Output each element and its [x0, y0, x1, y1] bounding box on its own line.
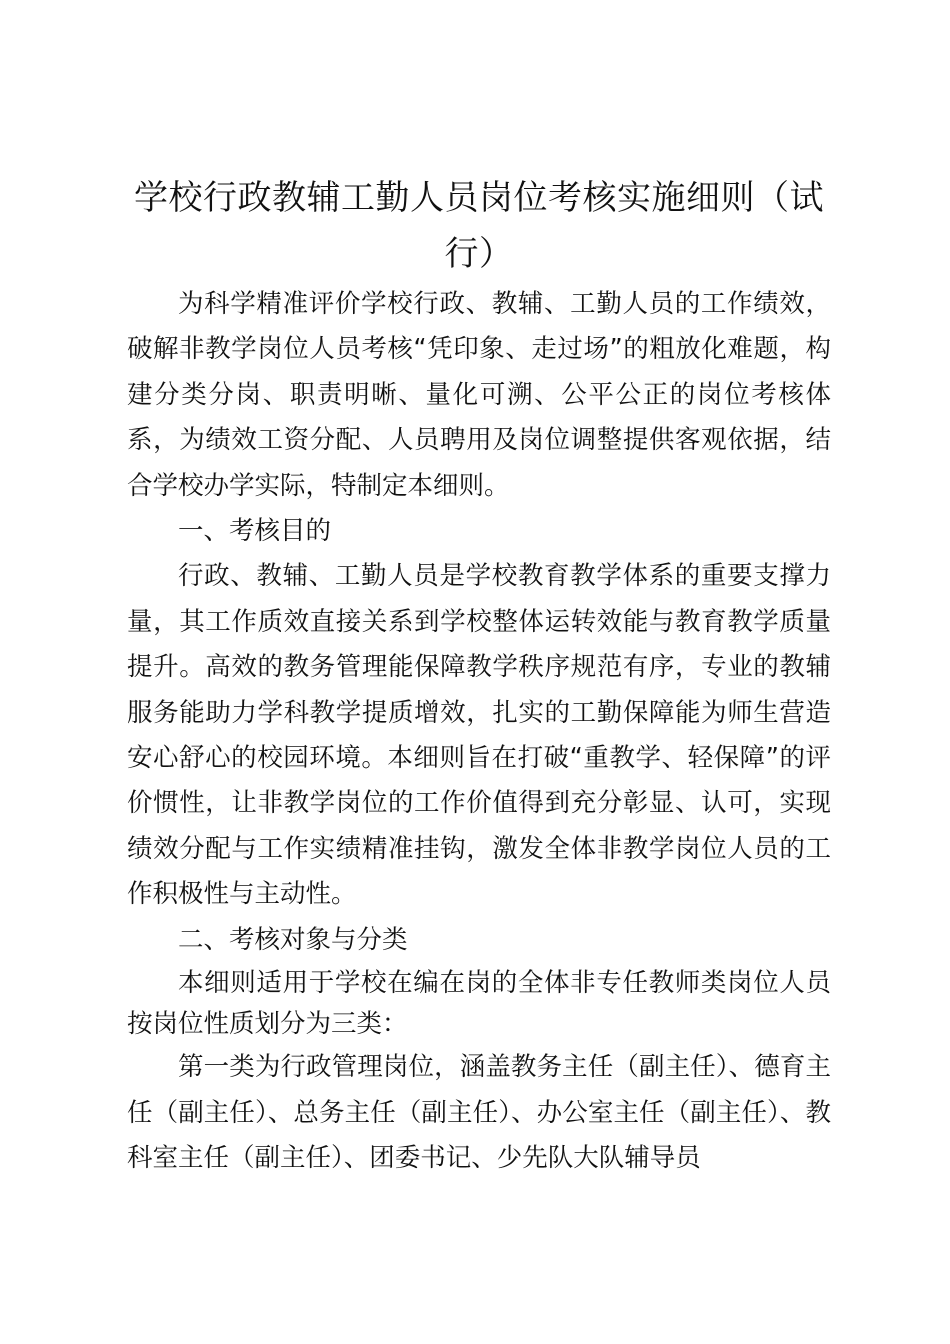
section-heading-scope: 二、考核对象与分类 [178, 924, 408, 955]
section-paragraph-category-one: 第一类为行政管理岗位，涵盖教务主任（副主任）、德育主任（副主任）、总务主任（副主任）、办公室主任（副主任）、教科室主任（副主任）、团委书记、少先队大队辅导员 [127, 1052, 831, 1173]
section-paragraph-scope: 本细则适用于学校在编在岗的全体非专任教师类岗位人员按岗位性质划分为三类： [127, 968, 831, 1040]
intro-paragraph: 为科学精准评价学校行政、教辅、工勤人员的工作绩效，破解非教学岗位人员考核“凭印象、走过场”的粗放化难题，构建分类分岗、职责明晰、量化可溯、公平公正的岗位考核体系，为绩效工资分配、人员聘用及岗位调整提供客观依据，结合学校办学实际，特制定本细则。 [127, 289, 831, 501]
document-page [127, 170, 831, 1181]
section-paragraph-purpose: 行政、教辅、工勤人员是学校教育教学体系的重要支撑力量，其工作质效直接关系到学校整体运转效能与教育教学质量提升。高效的教务管理能保障教学秩序规范有序，专业的教辅服务能助力学科教学提质增效，扎实的工勤保障能为师生营造安心舒心的校园环境。本细则旨在打破“重教学、轻保障”的评价惯性，让非教学岗位的工作价值得到充分彰显、认可，实现绩效分配与工作实绩精准挂钩，激发全体非教学岗位人员的工作积极性与主动性。 [127, 561, 831, 910]
section-heading-purpose: 一、考核目的 [178, 516, 332, 547]
document-title: 学校行政教辅工勤人员岗位考核实施细则（试行） [134, 178, 824, 274]
